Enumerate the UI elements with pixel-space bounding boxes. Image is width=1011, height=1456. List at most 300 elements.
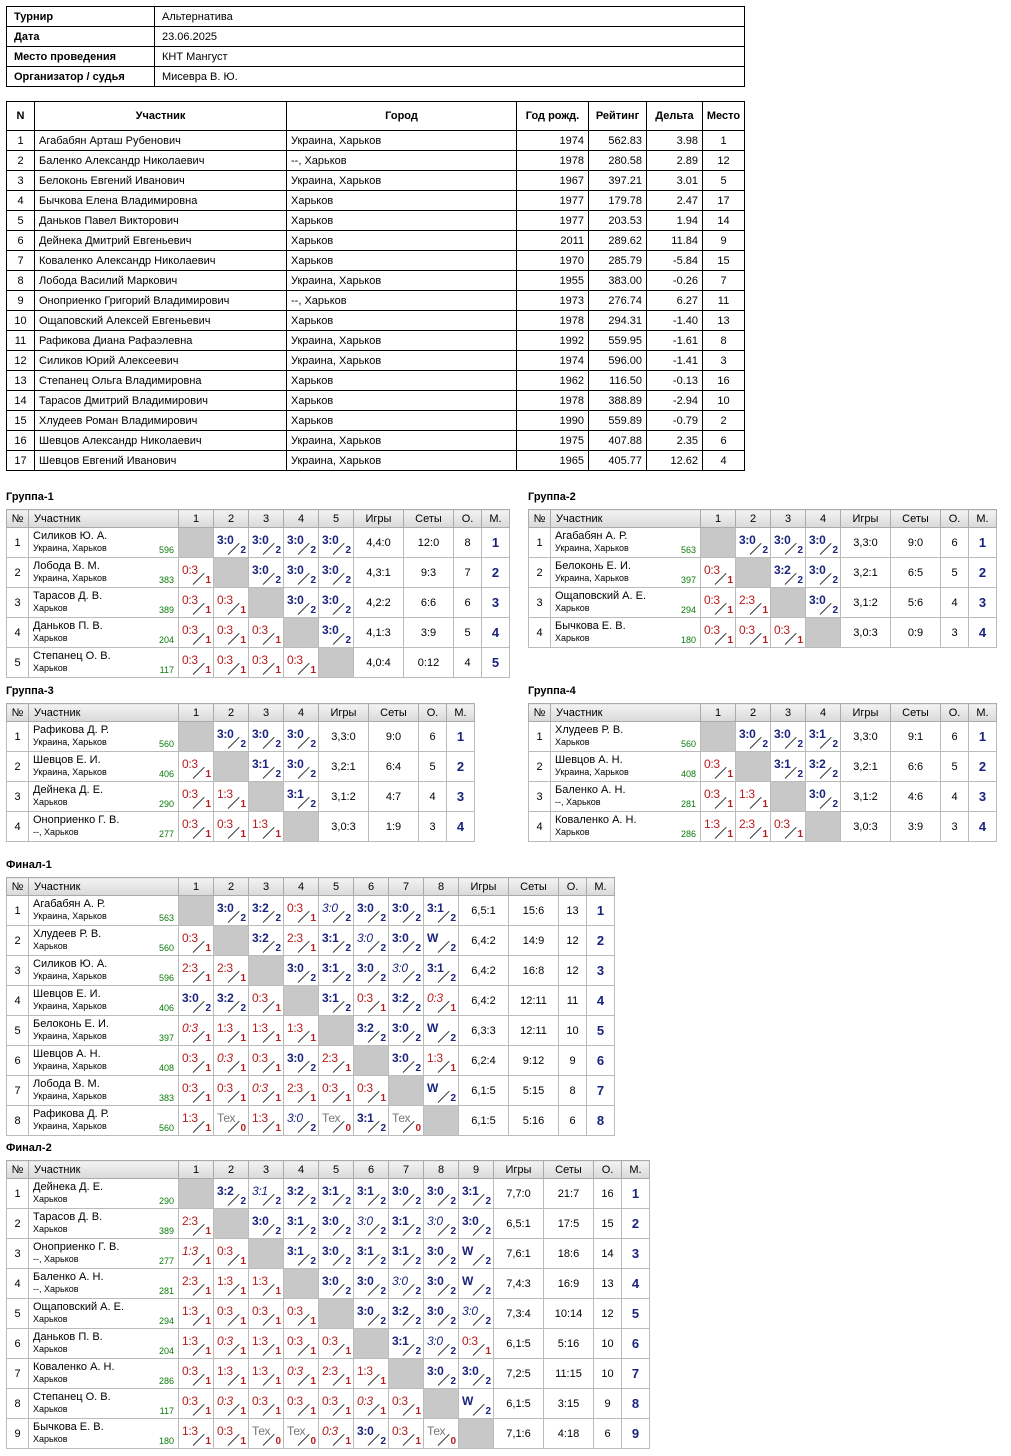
participant-row — [7, 191, 745, 211]
participant-cell: 405.77 — [589, 451, 647, 471]
header-games: Игры — [494, 1161, 544, 1179]
match-score: Тех — [322, 1111, 341, 1125]
match-result-cell — [354, 1359, 389, 1389]
match-score: 3:0 — [252, 727, 269, 741]
match-result-cell — [284, 648, 319, 678]
participant-cell: Харьков — [287, 391, 517, 411]
match-result-cell — [424, 1179, 459, 1209]
participant-cell: 15 — [703, 251, 745, 271]
match-score: 3:0 — [357, 961, 374, 975]
participant-cell: 388.89 — [589, 391, 647, 411]
match-points: 1 — [205, 1436, 211, 1447]
match-score: 0:3 — [252, 653, 268, 667]
match-result-cell — [179, 618, 214, 648]
player-games: 3,2:1 — [841, 558, 891, 588]
participant-row — [7, 311, 745, 331]
match-result-cell — [459, 1359, 494, 1389]
participant-cell: 1975 — [517, 431, 589, 451]
header-opponent-6: 6 — [354, 878, 389, 896]
participants-header-3: Год рожд. — [517, 102, 589, 131]
participant-cell: 16 — [7, 431, 35, 451]
match-score: 3:0 — [357, 901, 374, 915]
group-table — [6, 703, 475, 842]
participant-cell: Харьков — [287, 211, 517, 231]
match-score: W — [427, 1081, 439, 1095]
header-points: О. — [454, 510, 482, 528]
player-rating: 277 — [158, 829, 174, 839]
player-games: 3,2:1 — [841, 752, 891, 782]
participant-cell: 2.35 — [647, 431, 703, 451]
participant-cell: 1978 — [517, 391, 589, 411]
match-points: 2 — [310, 575, 316, 586]
player-rating: 180 — [158, 1436, 174, 1446]
match-points: 2 — [345, 1196, 351, 1207]
match-score: 3:1 — [774, 757, 791, 771]
player-sets: 21:7 — [544, 1179, 594, 1209]
player-games: 3,2:1 — [319, 752, 369, 782]
player-number: 3 — [7, 782, 29, 812]
player-sets: 16:8 — [509, 956, 559, 986]
player-sets: 17:5 — [544, 1209, 594, 1239]
player-games: 3,3:0 — [841, 528, 891, 558]
match-score: 2:3 — [287, 931, 303, 945]
player-place: 1 — [447, 722, 475, 752]
match-points: 1 — [380, 1003, 386, 1014]
player-city: Украина, Харьков — [33, 573, 107, 583]
match-points: 2 — [380, 1436, 386, 1447]
match-points: 1 — [205, 635, 211, 646]
match-result-cell — [179, 1419, 214, 1449]
match-points: 1 — [205, 575, 211, 586]
group-player-row — [7, 1419, 650, 1449]
group-player-row — [7, 1269, 650, 1299]
player-city: Украина, Харьков — [33, 1001, 107, 1011]
player-name: Бычкова Е. В. — [555, 620, 626, 632]
match-points: 2 — [832, 769, 838, 780]
header-opponent-3: 3 — [249, 878, 284, 896]
match-points: 2 — [415, 1226, 421, 1237]
match-result-cell — [284, 1359, 319, 1389]
match-score: 3:2 — [809, 757, 826, 771]
match-result-cell — [424, 1046, 459, 1076]
player-points: 7 — [454, 558, 482, 588]
match-score: 3:2 — [392, 1304, 409, 1318]
participant-cell: 5 — [7, 211, 35, 231]
match-score: 2:3 — [322, 1364, 338, 1378]
match-result-cell — [771, 618, 806, 648]
match-result-cell — [249, 926, 284, 956]
participant-cell: Тарасов Дмитрий Владимирович — [35, 391, 287, 411]
player-games: 6,4:2 — [459, 926, 509, 956]
header-place: М. — [587, 878, 615, 896]
match-score: 3:0 — [462, 1214, 479, 1228]
match-result-cell — [424, 1016, 459, 1046]
match-result-cell — [284, 1299, 319, 1329]
match-points: 2 — [450, 943, 456, 954]
header-games: Игры — [841, 510, 891, 528]
match-score: 0:3 — [322, 1394, 338, 1408]
player-sets: 12:0 — [404, 528, 454, 558]
match-result-cell — [214, 782, 249, 812]
match-points: 2 — [275, 1196, 281, 1207]
match-score: 2:3 — [217, 961, 233, 975]
match-points: 1 — [727, 829, 733, 840]
match-result-cell — [806, 722, 841, 752]
match-points: 2 — [345, 1286, 351, 1297]
match-result-cell — [389, 1046, 424, 1076]
participant-cell: 4 — [703, 451, 745, 471]
player-rating: 281 — [158, 1286, 174, 1296]
player-games: 3,1:2 — [841, 588, 891, 618]
match-points: 2 — [380, 1286, 386, 1297]
header-points: О. — [559, 878, 587, 896]
match-score: 1:3 — [252, 1364, 268, 1378]
match-points: 2 — [415, 1003, 421, 1014]
player-city: --, Харьков — [33, 1284, 79, 1294]
player-place: 3 — [482, 588, 510, 618]
participant-cell: 1970 — [517, 251, 589, 271]
player-place: 3 — [969, 588, 997, 618]
participant-cell: 14 — [703, 211, 745, 231]
group-table — [6, 509, 510, 678]
player-name: Даньков П. В. — [33, 620, 103, 632]
match-points: 2 — [345, 973, 351, 984]
player-rating: 563 — [680, 545, 696, 555]
participant-row — [7, 211, 745, 231]
player-cell — [29, 1269, 179, 1299]
player-place: 4 — [969, 812, 997, 842]
player-games: 7,6:1 — [494, 1239, 544, 1269]
header-games: Игры — [459, 878, 509, 896]
player-cell — [29, 588, 179, 618]
match-score: 3:2 — [252, 931, 269, 945]
player-rating: 397 — [158, 1033, 174, 1043]
match-score: 3:0 — [287, 727, 304, 741]
match-points: 2 — [450, 1316, 456, 1327]
match-score: 1:3 — [217, 1021, 233, 1035]
participant-cell: 14 — [7, 391, 35, 411]
venue-label: Место проведения — [7, 47, 155, 67]
match-result-cell — [701, 618, 736, 648]
participant-cell: Харьков — [287, 191, 517, 211]
match-score: 0:3 — [322, 1081, 338, 1095]
match-score: 3:0 — [182, 991, 199, 1005]
match-score: 3:2 — [357, 1021, 374, 1035]
match-result-cell — [179, 1389, 214, 1419]
match-result-cell — [284, 1106, 319, 1136]
match-score: 3:1 — [322, 961, 339, 975]
match-points: 1 — [275, 1316, 281, 1327]
score-divider — [438, 1091, 450, 1103]
match-score: 3:1 — [392, 1334, 409, 1348]
self-match-cell — [736, 752, 771, 782]
match-result-cell — [736, 588, 771, 618]
player-points: 12 — [594, 1299, 622, 1329]
header-opponent-2: 2 — [736, 510, 771, 528]
participant-cell: 596.00 — [589, 351, 647, 371]
match-points: 2 — [832, 739, 838, 750]
group-player-row — [7, 648, 510, 678]
group-header-row — [7, 704, 475, 722]
player-name: Лобода В. М. — [33, 1078, 100, 1090]
self-match-cell — [701, 528, 736, 558]
match-points: 1 — [205, 1376, 211, 1387]
player-sets: 4:6 — [891, 782, 941, 812]
match-score: 0:3 — [322, 1424, 338, 1438]
player-games: 7,3:4 — [494, 1299, 544, 1329]
player-city: Украина, Харьков — [555, 767, 629, 777]
match-score: 0:3 — [287, 1304, 303, 1318]
player-points: 4 — [419, 782, 447, 812]
participant-cell: 3 — [703, 351, 745, 371]
player-rating: 281 — [680, 799, 696, 809]
match-score: 3:0 — [392, 961, 408, 975]
participant-cell: Белоконь Евгений Иванович — [35, 171, 287, 191]
match-score: 0:3 — [217, 1394, 233, 1408]
match-score: 3:2 — [217, 1184, 234, 1198]
player-number: 2 — [7, 558, 29, 588]
header-opponent-2: 2 — [736, 704, 771, 722]
player-name: Оноприенко Г. В. — [33, 1241, 120, 1253]
match-score: 0:3 — [287, 1394, 303, 1408]
header-opponent-1: 1 — [701, 704, 736, 722]
match-points: 1 — [727, 799, 733, 810]
tournament-label: Турнир — [7, 7, 155, 27]
match-score: 0:3 — [182, 1364, 198, 1378]
player-points: 11 — [559, 986, 587, 1016]
match-points: 1 — [205, 1286, 211, 1297]
participant-cell: 3.98 — [647, 131, 703, 151]
match-score: 2:3 — [739, 593, 755, 607]
header-opponent-2: 2 — [214, 878, 249, 896]
player-number: 4 — [529, 618, 551, 648]
match-result-cell — [701, 782, 736, 812]
match-result-cell — [249, 896, 284, 926]
group-player-row — [7, 782, 475, 812]
match-points: 2 — [275, 943, 281, 954]
match-points: 2 — [310, 1123, 316, 1134]
player-points: 6 — [454, 588, 482, 618]
player-number: 4 — [529, 812, 551, 842]
player-cell — [29, 648, 179, 678]
player-cell — [29, 1209, 179, 1239]
participant-cell: 11 — [7, 331, 35, 351]
match-points: 1 — [205, 1063, 211, 1074]
match-result-cell — [354, 1106, 389, 1136]
player-city: Харьков — [33, 663, 68, 673]
match-result-cell — [249, 528, 284, 558]
player-place: 4 — [587, 986, 615, 1016]
match-score: 3:0 — [357, 1304, 374, 1318]
player-name: Агабабян А. Р. — [555, 530, 628, 542]
participant-cell: -1.41 — [647, 351, 703, 371]
match-score: 0:3 — [704, 623, 720, 637]
match-points: 2 — [310, 1063, 316, 1074]
match-points: 2 — [415, 1196, 421, 1207]
player-cell — [29, 1076, 179, 1106]
match-points: 2 — [310, 1196, 316, 1207]
match-points: 1 — [205, 1256, 211, 1267]
group-player-row — [7, 722, 475, 752]
match-points: 1 — [205, 769, 211, 780]
participant-cell: 13 — [703, 311, 745, 331]
match-points: 1 — [205, 973, 211, 984]
match-result-cell — [806, 782, 841, 812]
player-place: 9 — [622, 1419, 650, 1449]
player-number: 3 — [7, 588, 29, 618]
self-match-cell — [806, 812, 841, 842]
match-points: 1 — [797, 829, 803, 840]
match-score: 3:0 — [392, 1274, 408, 1288]
player-sets: 9:0 — [369, 722, 419, 752]
header-player: Участник — [29, 878, 179, 896]
match-result-cell — [249, 648, 284, 678]
group-table — [528, 509, 997, 648]
participant-cell: 11 — [703, 291, 745, 311]
player-cell — [29, 558, 179, 588]
player-name: Лобода В. М. — [33, 560, 100, 572]
match-result-cell — [214, 1106, 249, 1136]
match-result-cell — [249, 1359, 284, 1389]
match-points: 2 — [485, 1196, 491, 1207]
match-score: 3:0 — [287, 1051, 304, 1065]
group-player-row — [7, 956, 615, 986]
header-place: М. — [482, 510, 510, 528]
group-header-row — [529, 704, 997, 722]
match-score: 0:3 — [392, 1394, 408, 1408]
match-score: 3:0 — [322, 1244, 339, 1258]
match-result-cell — [284, 588, 319, 618]
player-place: 5 — [587, 1016, 615, 1046]
match-result-cell — [214, 1239, 249, 1269]
match-result-cell — [736, 528, 771, 558]
participant-cell: 3.01 — [647, 171, 703, 191]
participant-cell: 10 — [7, 311, 35, 331]
player-city: --, Харьков — [555, 797, 601, 807]
player-name: Бычкова Е. В. — [33, 1421, 104, 1433]
group-player-row — [7, 1106, 615, 1136]
player-name: Тарасов Д. В. — [33, 1211, 103, 1223]
header-opponent-4: 4 — [284, 704, 319, 722]
header-no: № — [7, 510, 29, 528]
player-number: 1 — [7, 896, 29, 926]
player-games: 6,1:5 — [459, 1106, 509, 1136]
participant-cell: 1955 — [517, 271, 589, 291]
match-points: 2 — [275, 769, 281, 780]
match-score: 3:1 — [322, 931, 339, 945]
match-score: Тех — [427, 1424, 446, 1438]
participant-cell: -5.84 — [647, 251, 703, 271]
player-sets: 16:9 — [544, 1269, 594, 1299]
participant-cell: -0.26 — [647, 271, 703, 291]
self-match-cell — [249, 1239, 284, 1269]
header-opponent-4: 4 — [284, 1161, 319, 1179]
self-match-cell — [424, 1389, 459, 1419]
match-result-cell — [459, 1329, 494, 1359]
participant-cell: 1977 — [517, 211, 589, 231]
match-score: 0:3 — [704, 593, 720, 607]
header-place: М. — [447, 704, 475, 722]
match-points: 2 — [450, 1226, 456, 1237]
self-match-cell — [701, 722, 736, 752]
match-points: 2 — [240, 1196, 246, 1207]
player-name: Шевцов Е. И. — [33, 754, 101, 766]
header-opponent-8: 8 — [424, 878, 459, 896]
group-header-row — [7, 878, 615, 896]
match-result-cell — [459, 1299, 494, 1329]
match-result-cell — [249, 1329, 284, 1359]
match-score: 1:3 — [739, 787, 755, 801]
match-score: 2:3 — [322, 1051, 338, 1065]
match-result-cell — [459, 1269, 494, 1299]
player-city: Украина, Харьков — [33, 737, 107, 747]
player-games: 6,4:2 — [459, 956, 509, 986]
participant-row — [7, 351, 745, 371]
match-points: 2 — [485, 1376, 491, 1387]
group-title: Группа-4 — [528, 685, 576, 697]
match-result-cell — [354, 1269, 389, 1299]
match-score: 3:1 — [392, 1214, 409, 1228]
player-city: Харьков — [33, 1194, 68, 1204]
match-result-cell — [389, 926, 424, 956]
player-games: 4,0:4 — [354, 648, 404, 678]
match-points: 2 — [415, 1346, 421, 1357]
participant-cell: 15 — [7, 411, 35, 431]
match-score: 3:0 — [392, 901, 409, 915]
participant-cell: 4 — [7, 191, 35, 211]
match-points: 1 — [205, 829, 211, 840]
player-number: 1 — [7, 1179, 29, 1209]
player-name: Дейнека Д. Е. — [33, 1181, 104, 1193]
player-points: 8 — [559, 1076, 587, 1106]
player-city: Украина, Харьков — [33, 1121, 107, 1131]
match-score: 3:0 — [427, 1184, 444, 1198]
participant-cell: 276.74 — [589, 291, 647, 311]
match-result-cell — [736, 782, 771, 812]
participant-cell: 9 — [703, 231, 745, 251]
player-place: 7 — [622, 1359, 650, 1389]
match-score: 3:0 — [287, 757, 304, 771]
match-points: 0 — [275, 1436, 281, 1447]
match-result-cell — [806, 528, 841, 558]
player-place: 2 — [969, 752, 997, 782]
match-points: 1 — [345, 1063, 351, 1074]
match-result-cell — [319, 1179, 354, 1209]
participant-cell: Дейнека Дмитрий Евгеньевич — [35, 231, 287, 251]
match-score: 3:1 — [357, 1184, 374, 1198]
participant-cell: 10 — [703, 391, 745, 411]
player-games: 6,1:5 — [459, 1076, 509, 1106]
match-result-cell — [284, 782, 319, 812]
match-points: 1 — [205, 665, 211, 676]
player-sets: 3:9 — [891, 812, 941, 842]
match-score: 0:3 — [704, 757, 720, 771]
group-player-row — [7, 588, 510, 618]
player-number: 3 — [7, 956, 29, 986]
participant-cell: 2 — [7, 151, 35, 171]
player-games: 7,4:3 — [494, 1269, 544, 1299]
participant-cell: 2 — [703, 411, 745, 431]
player-rating: 596 — [158, 545, 174, 555]
player-cell — [29, 1359, 179, 1389]
group-player-row — [7, 1299, 650, 1329]
player-city: Харьков — [33, 941, 68, 951]
match-score: 3:0 — [427, 1364, 444, 1378]
player-city: Харьков — [555, 603, 590, 613]
header-points: О. — [419, 704, 447, 722]
match-points: 1 — [345, 1376, 351, 1387]
match-result-cell — [214, 1389, 249, 1419]
